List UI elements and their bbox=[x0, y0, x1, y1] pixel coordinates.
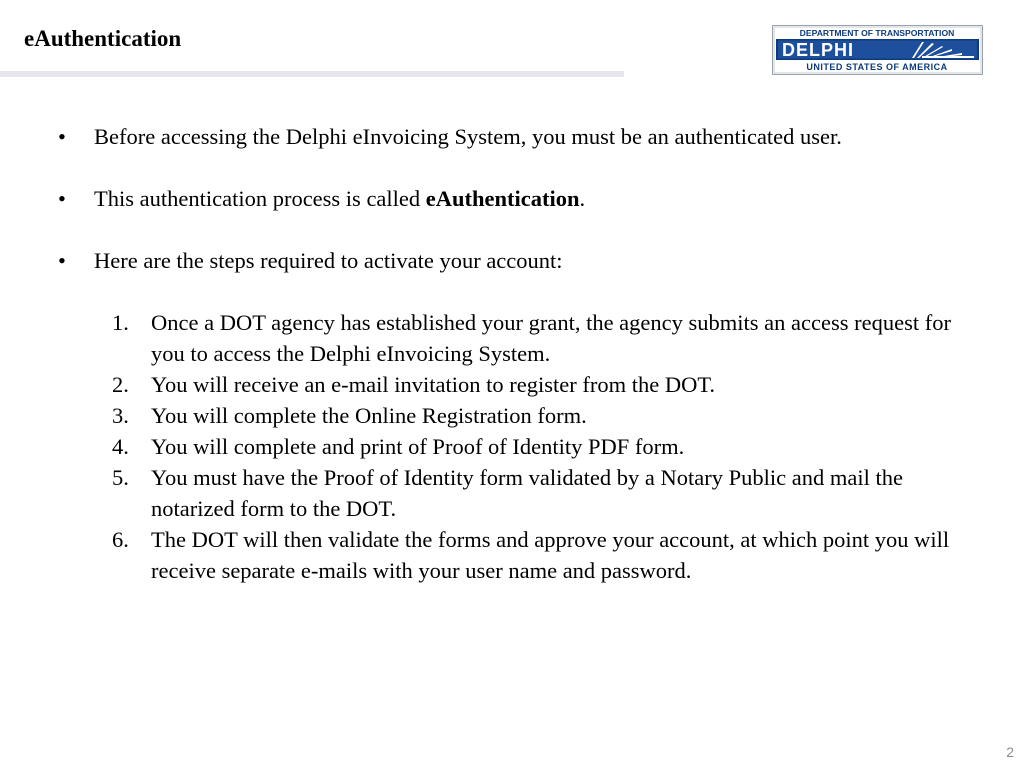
logo-top-text: DEPARTMENT OF TRANSPORTATION bbox=[799, 28, 955, 38]
step-item bbox=[0, 369, 1024, 400]
step-text: Once a DOT agency has established your grant, the agency submits an access request for you to access the Delphi eInvoicing System. bbox=[151, 310, 951, 366]
bullet-item bbox=[0, 121, 1024, 152]
bullet-marker: • bbox=[58, 124, 66, 149]
bullet-text bbox=[94, 186, 585, 211]
bullet-text-end: . bbox=[579, 186, 586, 211]
step-number: 4. bbox=[112, 434, 129, 459]
step-number: 6. bbox=[112, 527, 129, 552]
step-number: 3. bbox=[112, 403, 129, 428]
step-number: 2. bbox=[112, 372, 129, 397]
bullet-item bbox=[0, 183, 1024, 214]
activation-steps-list bbox=[0, 307, 1024, 586]
step-text: You will complete the Online Registration form. bbox=[151, 403, 587, 428]
logo-name: DELPHI bbox=[782, 40, 855, 60]
slide-body bbox=[0, 121, 1024, 586]
step-number: 5. bbox=[112, 465, 129, 490]
step-item bbox=[0, 400, 1024, 431]
bullet-text: Here are the steps required to activate your account: bbox=[94, 248, 563, 273]
bullet-marker: • bbox=[58, 186, 66, 211]
step-text: You must have the Proof of Identity form validated by a Notary Public and mail the notarized form to the DOT. bbox=[151, 465, 903, 521]
step-text: The DOT will then validate the forms and approve your account, at which point you will receive separate e-mails with your user name and password. bbox=[151, 527, 950, 583]
step-item bbox=[0, 307, 1024, 369]
bullet-text: Before accessing the Delphi eInvoicing System, you must be an authenticated user. bbox=[94, 124, 842, 149]
eauthentication-emphasis: eAuthentication bbox=[425, 186, 580, 211]
step-text: You will receive an e-mail invitation to register from the DOT. bbox=[151, 372, 716, 397]
title-underline bbox=[0, 71, 624, 77]
step-number: 1. bbox=[112, 310, 129, 335]
dot-delphi-logo bbox=[772, 25, 983, 75]
step-item bbox=[0, 524, 1024, 586]
slide-title: eAuthentication bbox=[24, 26, 182, 51]
bullet-item bbox=[0, 245, 1024, 276]
step-item bbox=[0, 431, 1024, 462]
step-item bbox=[0, 462, 1024, 524]
step-text: You will complete and print of Proof of Identity PDF form. bbox=[151, 434, 685, 459]
bullet-text-lead: This authentication process is called bbox=[94, 186, 426, 211]
bullet-marker: • bbox=[58, 248, 66, 273]
logo-bottom-text: UNITED STATES OF AMERICA bbox=[806, 62, 948, 72]
page-number: 2 bbox=[1006, 744, 1014, 760]
